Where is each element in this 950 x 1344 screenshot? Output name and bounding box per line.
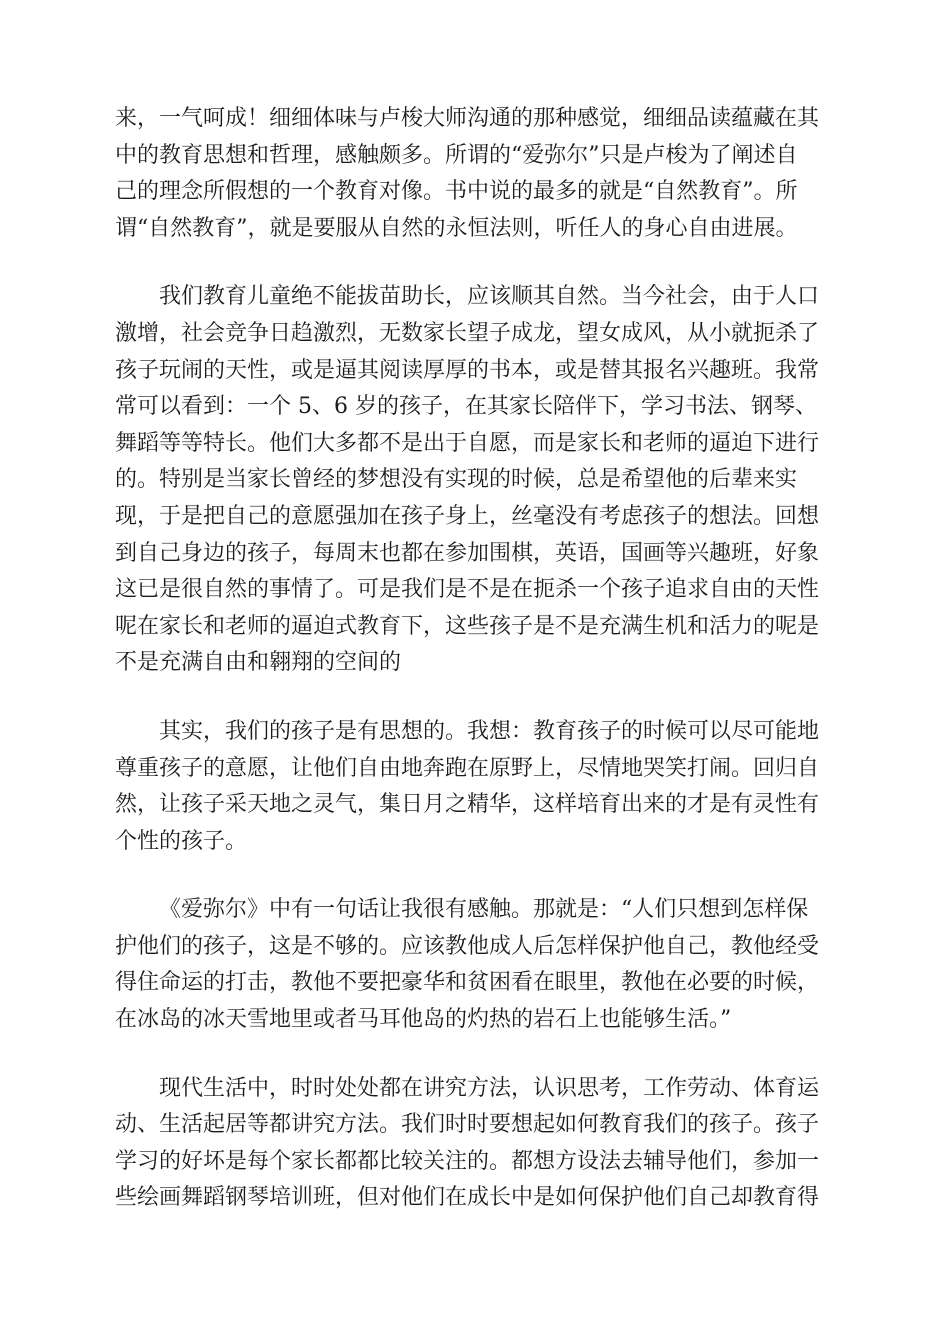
text-line: 这已是很自然的事情了。可是我们是不是在扼杀一个孩子追求自由的天性 xyxy=(115,577,820,603)
text-line: 《爱弥尔》中有一句话让我很有感触。那就是：“人们只想到怎样保 xyxy=(159,897,809,923)
text-line: 得住命运的打击，教他不要把豪华和贫困看在眼里，教他在必要的时候， xyxy=(115,970,820,996)
text-line: 我们教育儿童绝不能拔苗助长，应该顺其自然。当今社会，由于人口 xyxy=(159,284,820,310)
text-line: 动、生活起居等都讲究方法。我们时时要想起如何教育我们的孩子。孩子 xyxy=(115,1112,820,1138)
text-line: 呢在家长和老师的逼迫式教育下，这些孩子是不是充满生机和活力的呢是 xyxy=(115,613,820,639)
text-line: 在冰岛的冰天雪地里或者马耳他岛的灼热的岩石上也能够生活。” xyxy=(115,1007,732,1033)
text-line: 孩子玩闹的天性，或是逼其阅读厚厚的书本，或是替其报名兴趣班。我常 xyxy=(115,357,820,383)
text-line: 现，于是把自己的意愿强加在孩子身上，丝毫没有考虑孩子的想法。回想 xyxy=(115,503,820,529)
text-line: 到自己身边的孩子，每周末也都在参加围棋，英语，国画等兴趣班，好象 xyxy=(115,540,820,566)
paragraph-1 xyxy=(115,101,835,247)
text-line: 些绘画舞蹈钢琴培训班，但对他们在成长中是如何保护他们自己却教育得 xyxy=(115,1185,820,1211)
paragraph-2 xyxy=(115,279,835,682)
text-line: 激增，社会竞争日趋激烈，无数家长望子成龙，望女成风，从小就扼杀了 xyxy=(115,320,820,346)
text-line: 常可以看到：一个 5、6 岁的孩子，在其家长陪伴下，学习书法、钢琴、 xyxy=(115,394,817,420)
text-line: 尊重孩子的意愿，让他们自由地奔跑在原野上，尽情地哭笑打闹。回归自 xyxy=(115,755,820,781)
text-line: 然，让孩子采天地之灵气，集日月之精华，这样培育出来的才是有灵性有 xyxy=(115,792,820,818)
text-line: 中的教育思想和哲理，感触颇多。所谓的“爱弥尔”只是卢梭为了阐述自 xyxy=(115,142,798,168)
text-line: 学习的好坏是每个家长都都比较关注的。都想方设法去辅导他们，参加一 xyxy=(115,1148,820,1174)
text-line: 来，一气呵成！细细体味与卢梭大师沟通的那种感觉，细细品读蕴藏在其 xyxy=(115,106,820,131)
text-line: 舞蹈等等特长。他们大多都不是出于自愿，而是家长和老师的逼迫下进行 xyxy=(115,430,820,456)
text-line: 其实，我们的孩子是有思想的。我想：教育孩子的时候可以尽可能地 xyxy=(159,718,820,744)
paragraph-3 xyxy=(115,714,835,860)
paragraph-5 xyxy=(115,1071,835,1217)
text-line: 不是充满自由和翱翔的空间的 xyxy=(115,650,402,676)
document-body xyxy=(115,101,835,1249)
paragraph-4 xyxy=(115,892,835,1038)
text-line: 现代生活中，时时处处都在讲究方法，认识思考，工作劳动、体育运 xyxy=(159,1075,820,1101)
text-line: 护他们的孩子，这是不够的。应该教他成人后怎样保护他自己，教他经受 xyxy=(115,933,820,959)
text-line: 个性的孩子。 xyxy=(115,828,248,854)
text-line: 的。特别是当家长曾经的梦想没有实现的时候，总是希望他的后辈来实 xyxy=(115,467,798,493)
text-line: 己的理念所假想的一个教育对像。书中说的最多的就是“自然教育”。所 xyxy=(115,179,798,205)
text-line: 谓“自然教育”，就是要服从自然的永恒法则，听任人的身心自由进展。 xyxy=(115,215,798,241)
